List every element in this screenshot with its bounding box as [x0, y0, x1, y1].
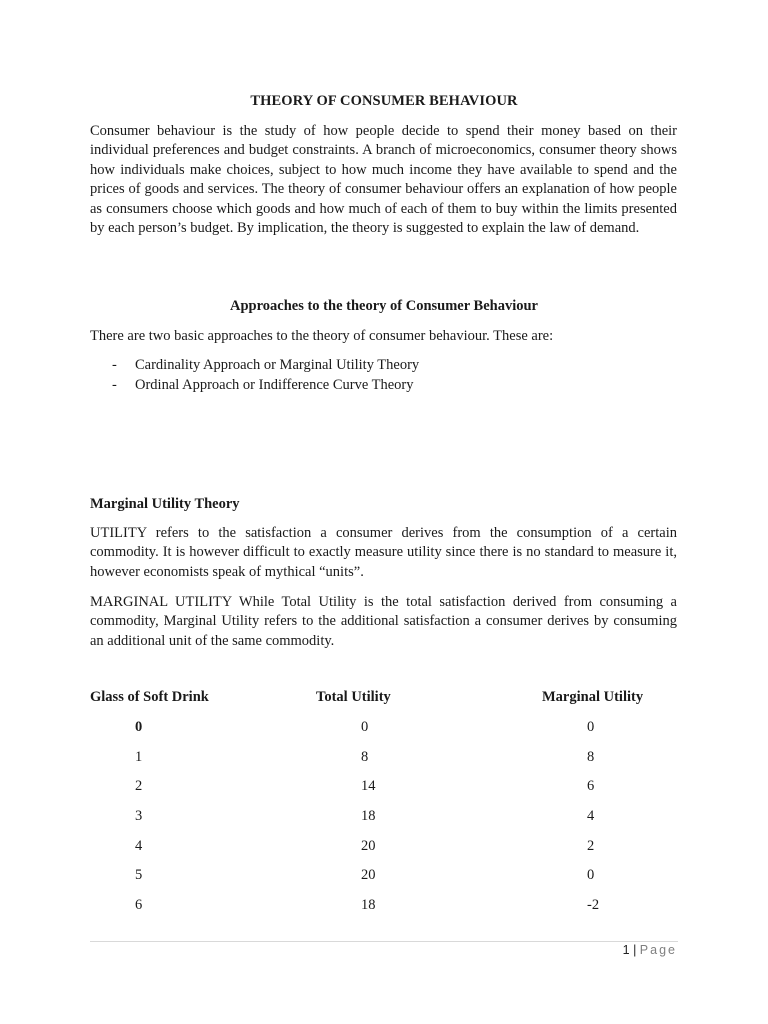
cell-total: 18: [361, 897, 376, 913]
cell-marginal: 8: [587, 749, 595, 765]
cell-marginal: -2: [587, 897, 600, 913]
cell-glass: 1: [135, 749, 143, 765]
cell-total: 0: [361, 719, 369, 735]
cell-glass: 4: [135, 838, 143, 854]
cell-glass: 5: [135, 867, 143, 883]
page-footer: [623, 943, 677, 957]
document-title: THEORY OF CONSUMER BEHAVIOUR: [250, 93, 518, 109]
page-separator: |: [633, 943, 637, 957]
page-number: 1: [622, 943, 630, 957]
list-item: [112, 356, 419, 376]
cell-glass: 0: [135, 719, 143, 735]
cell-marginal: 0: [587, 719, 595, 735]
cell-marginal: 4: [587, 808, 595, 824]
cell-glass: 6: [135, 897, 143, 913]
intro-paragraph: Consumer behaviour is the study of how people decide to spend their money based on their individual preferences and budget constraints. A branch of microeconomics, consumer theory shows how individuals make choices, subject to how much income they have available to spend and the prices of goods and services. The theory of consumer behaviour offers an explanation of how people as consumers choose which goods and how much of each of them to buy within the limits presented by each person’s budget. By implication, the theory is suggested to explain the law of demand.: [90, 123, 677, 237]
cell-total: 8: [361, 749, 369, 765]
table-header-marginal: Marginal Utility: [542, 689, 644, 705]
cell-glass: 3: [135, 808, 143, 824]
cell-marginal: 6: [587, 778, 595, 794]
cell-total: 20: [361, 867, 376, 883]
approaches-lead: There are two basic approaches to the theory of consumer behaviour. These are:: [90, 328, 554, 344]
marginal-utility-paragraph: MARGINAL UTILITY While Total Utility is the total satisfaction derived from consuming a commodity, Marginal Utility refers to the additional satisfaction a consumer derives by consuming an additional unit of the same commodity.: [90, 594, 677, 649]
cell-total: 20: [361, 838, 376, 854]
bullet-marker: -: [112, 376, 117, 393]
table-header-total: Total Utility: [316, 689, 391, 705]
cell-total: 18: [361, 808, 376, 824]
cell-glass: 2: [135, 778, 143, 794]
approaches-list: [112, 356, 419, 395]
utility-paragraph: UTILITY refers to the satisfaction a consumer derives from the consumption of a certain commodity. It is however difficult to exactly measure utility since there is no standard to measure it, however economists speak of mythical “units”.: [90, 525, 677, 580]
page-word: Page: [639, 943, 677, 957]
list-item: [112, 376, 419, 396]
mut-heading: Marginal Utility Theory: [90, 496, 240, 512]
footer-divider: [90, 941, 678, 942]
approaches-heading: Approaches to the theory of Consumer Behaviour: [230, 298, 538, 314]
table-header-glass: Glass of Soft Drink: [90, 689, 209, 705]
cell-marginal: 0: [587, 867, 595, 883]
cell-marginal: 2: [587, 838, 595, 854]
list-item-text: Ordinal Approach or Indifference Curve Theory: [135, 376, 414, 393]
cell-total: 14: [361, 778, 376, 794]
bullet-marker: -: [112, 357, 117, 373]
list-item-text: Cardinality Approach or Marginal Utility Theory: [135, 357, 420, 373]
